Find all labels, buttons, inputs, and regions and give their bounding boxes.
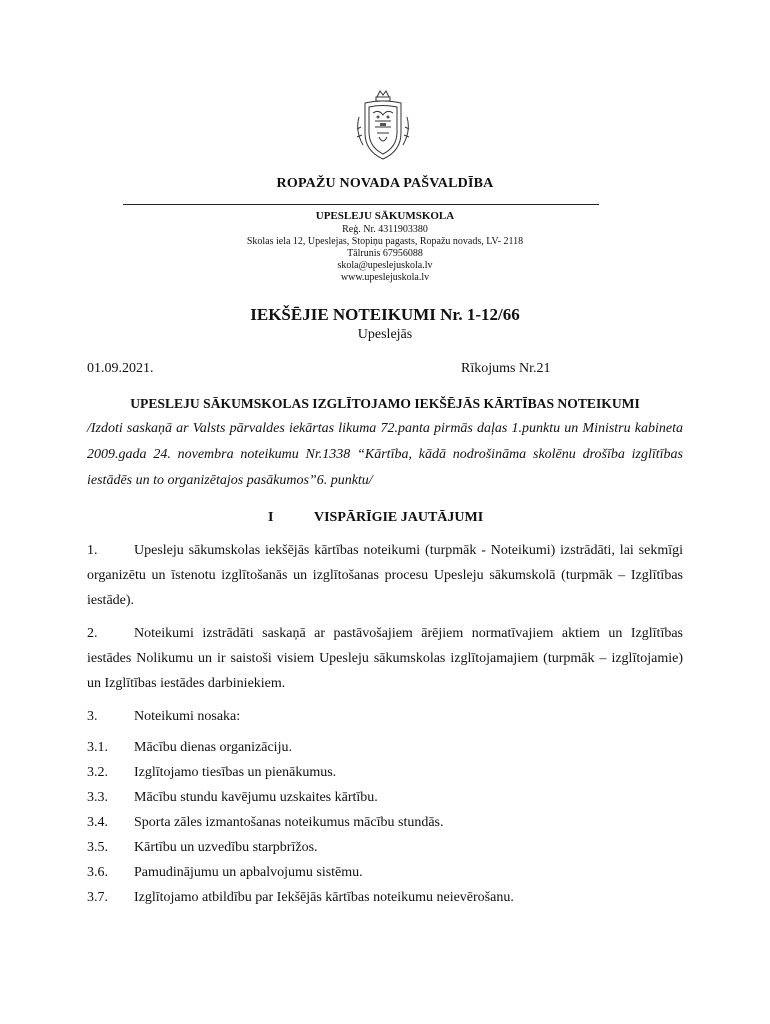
- paragraph-text: Noteikumi izstrādāti saskaņā ar pastāvošajiem ārējiem normatīvajiem aktiem un Izglītības iestādes Nolikumu un ir saistoši visiem Upesleju sākumskolas izglītojamajiem (turpmāk – izglītojamie) un Izglītības iestādes darbiniekiem.: [87, 626, 683, 691]
- list-item: [87, 840, 318, 856]
- section-number: I: [268, 510, 274, 525]
- paragraph: [87, 704, 683, 729]
- list-item-text: Izglītojamo atbildību par Iekšējās kārtības noteikumu neievērošanu.: [134, 890, 514, 905]
- school-email: skola@upeslejuskola.lv: [337, 260, 433, 271]
- list-item-number: 3.2.: [87, 765, 108, 780]
- list-item-number: 3.3.: [87, 790, 108, 805]
- list-item: [87, 790, 378, 806]
- list-item-number: 3.1.: [87, 740, 108, 755]
- school-phone: Tālrunis 67956088: [347, 248, 423, 259]
- municipality-name: ROPAŽU NOVADA PAŠVALDĪBA: [276, 176, 494, 191]
- school-address: Skolas iela 12, Upeslejas, Stopiņu pagasts, Ropažu novads, LV- 2118: [246, 236, 524, 247]
- registration-number: Reģ. Nr. 4311903380: [342, 224, 428, 235]
- list-item-text: Kārtību un uzvedību starpbrīžos.: [134, 840, 318, 855]
- document-place: Upeslejās: [357, 327, 413, 342]
- document-title: IEKŠĒJIE NOTEIKUMI Nr. 1-12/66: [250, 305, 520, 324]
- list-item-number: 3.6.: [87, 865, 108, 880]
- list-item: [87, 815, 444, 831]
- header-divider: [123, 204, 599, 205]
- list-item-number: 3.5.: [87, 840, 108, 855]
- order-number: Rīkojums Nr.21: [461, 361, 551, 376]
- list-item-text: Mācību dienas organizāciju.: [134, 740, 292, 755]
- list-item: [87, 740, 292, 756]
- paragraph: [87, 621, 683, 696]
- paragraph-text: Upesleju sākumskolas iekšējās kārtības noteikumi (turpmāk - Noteikumi) izstrādāti, lai sekmīgi organizētu un īstenotu izglītošanās un izglītošanas procesu Upesleju sākumskolā (turpmāk – Izglītības iestāde).: [87, 543, 683, 608]
- coat-of-arms-icon: [353, 87, 413, 165]
- regulations-title: UPESLEJU SĀKUMSKOLAS IZGLĪTOJAMO IEKŠĒJĀS KĀRTĪBAS NOTEIKUMI: [130, 396, 640, 411]
- list-item-text: Mācību stundu kavējumu uzskaites kārtību.: [134, 790, 378, 805]
- paragraph-text: Noteikumi nosaka:: [134, 709, 241, 724]
- list-item-text: Izglītojamo tiesības un pienākumus.: [134, 765, 337, 780]
- list-item-number: 3.4.: [87, 815, 108, 830]
- list-item-text: Pamudinājumu un apbalvojumu sistēmu.: [134, 865, 363, 880]
- list-item: [87, 765, 336, 781]
- school-name: UPESLEJU SĀKUMSKOLA: [315, 210, 455, 222]
- paragraph-number: 3.: [87, 709, 98, 724]
- document-date: 01.09.2021.: [87, 361, 154, 376]
- list-item: [87, 865, 363, 881]
- issued-note: /Izdoti saskaņā ar Valsts pārvaldes iekārtas likuma 72.panta pirmās daļas 1.punktu un Ministru kabineta 2009.gada 24. novembra noteikumu Nr.1338 “Kārtība, kādā nodrošināma skolēnu drošība izglītības iestādēs un to organizētajos pasākumos”6. punktu/: [87, 421, 683, 488]
- list-item-text: Sporta zāles izmantošanas noteikumus mācību stundās.: [134, 815, 444, 830]
- paragraph: [87, 538, 683, 613]
- paragraph-number: 2.: [87, 626, 98, 641]
- list-item: [87, 890, 514, 906]
- list-item-number: 3.7.: [87, 890, 108, 905]
- paragraph-number: 1.: [87, 543, 98, 558]
- school-website: www.upeslejuskola.lv: [340, 272, 430, 283]
- section-title: VISPĀRĪGIE JAUTĀJUMI: [314, 510, 484, 525]
